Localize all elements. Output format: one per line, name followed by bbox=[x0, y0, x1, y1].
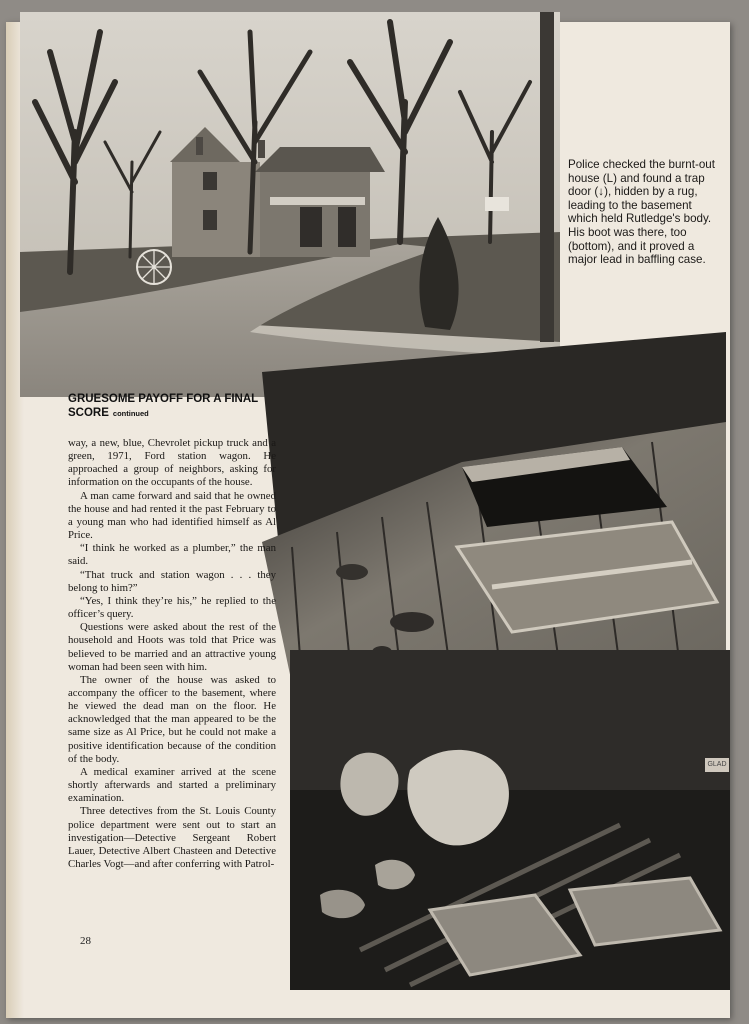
paragraph: A man came forward and said that he owned the house and had rented it the past February to a young man who had identified himself as Al Price. bbox=[68, 489, 276, 542]
paragraph: Questions were asked about the rest of the household and Hoots was told that Price was believed to be married and an attractive young woman had been seen with him. bbox=[68, 621, 276, 673]
headline-title: GRUESOME PAYOFF FOR A FINAL SCORE bbox=[68, 393, 258, 419]
article-headline bbox=[68, 392, 268, 421]
paragraph: A medical examiner arrived at the scene shortly afterwards and started a preliminary examination. bbox=[68, 765, 276, 805]
paragraph: Three detectives from the St. Louis County police department were sent out to start an investigation—Detective Sergeant Robert Lauer, Detective Albert Chasteen and Detective Charles Vogt—and after conferring with Patrol- bbox=[68, 805, 276, 870]
paragraph: “I think he worked as a plumber,” the man said. bbox=[68, 542, 276, 568]
paragraph: “Yes, I think they’re his,” he replied to the officer’s query. bbox=[68, 594, 276, 621]
boot-evidence-photo bbox=[290, 650, 730, 990]
continued-label: continued bbox=[112, 409, 149, 418]
paragraph: way, a new, blue, Chevrolet pickup truck and a green, 1971, Ford station wagon. He approached a group of neighbors, asking for information on the occupants of the house. bbox=[68, 437, 276, 489]
photo-caption: Police checked the burnt-out house (L) and found a trap door (↓), hidden by a rug, leading to the basement which held Rutledge's body. His boot was there, too (bottom), and it proved a major lead in baffling case. bbox=[568, 158, 715, 267]
article-body bbox=[68, 437, 276, 871]
page-number: 28 bbox=[80, 935, 91, 947]
trap-door-photo bbox=[262, 312, 726, 684]
side-label-tab: GLAD bbox=[705, 758, 729, 772]
paragraph: “That truck and station wagon . . . they belong to him?” bbox=[68, 568, 276, 594]
paragraph: The owner of the house was asked to accompany the officer to the basement, where he viewed the dead man on the floor. He acknowledged that the man appeared to be the same size as Al Price, but he could not make a positive identification because of the condition of the body. bbox=[68, 673, 276, 765]
